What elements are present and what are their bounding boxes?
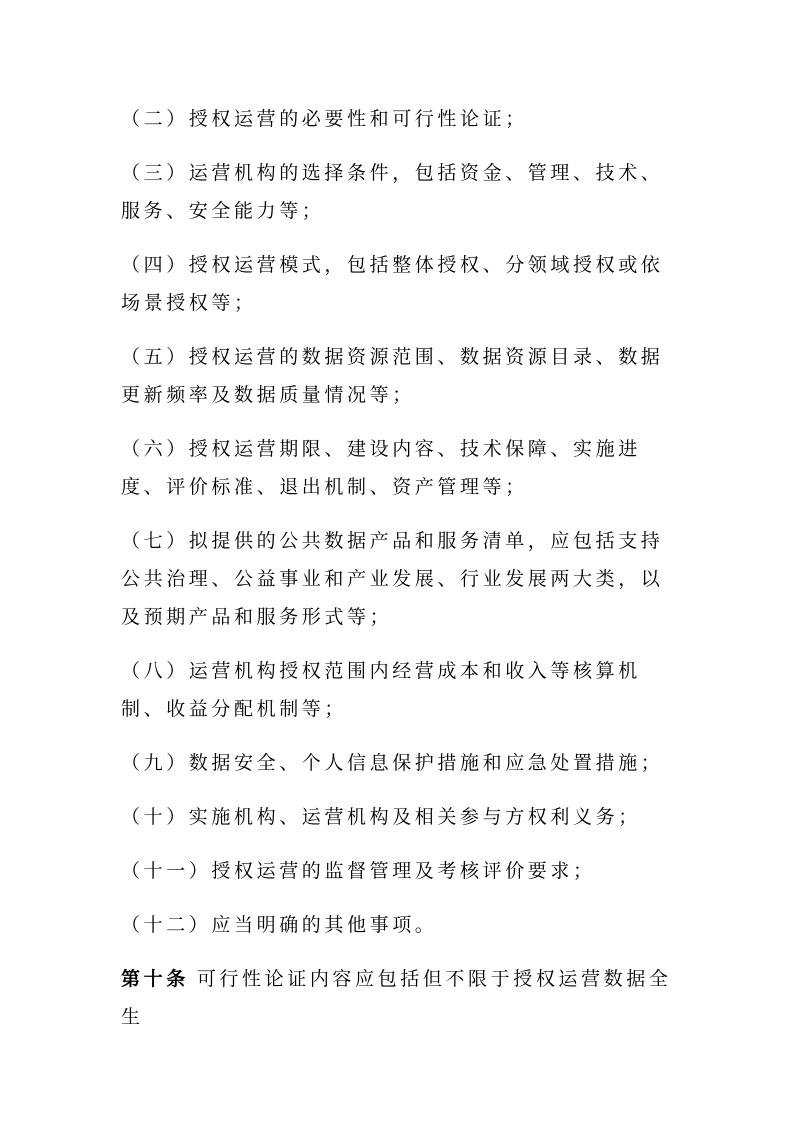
list-item-2: （二）授权运营的必要性和可行性论证； xyxy=(121,108,528,130)
article-text: 可行性论证内容应包括但不限于授权运营数据全生 xyxy=(121,968,672,1028)
list-item-9: （九）数据安全、个人信息保护措施和应急处置措施； xyxy=(121,752,664,774)
list-item-5: （五）授权运营的数据资源范围、数据资源目录、数据更新频率及数据质量情况等； xyxy=(121,346,664,406)
article-label: 第十条 xyxy=(121,968,189,990)
document-body xyxy=(121,100,679,1052)
list-item-8: （八）运营机构授权范围内经营成本和收入等核算机制、收益分配机制等； xyxy=(121,660,641,720)
article-10 xyxy=(121,960,679,1036)
list-item-3: （三）运营机构的选择条件，包括资金、管理、技术、服务、安全能力等； xyxy=(121,162,664,222)
list-item-10: （十）实施机构、运营机构及相关参与方权利义务； xyxy=(121,806,641,828)
list-item-4: （四）授权运营模式，包括整体授权、分领域授权或依场景授权等； xyxy=(121,254,664,314)
list-item-12: （十二）应当明确的其他事项。 xyxy=(121,914,438,936)
list-item-6: （六）授权运营期限、建设内容、技术保障、实施进度、评价标准、退出机制、资产管理等； xyxy=(121,438,641,498)
list-item-7: （七）拟提供的公共数据产品和服务清单，应包括支持公共治理、公益事业和产业发展、行业发展两大类，以及预期产品和服务形式等； xyxy=(121,530,664,628)
list-item-11: （十一）授权运营的监督管理及考核评价要求； xyxy=(121,860,596,882)
